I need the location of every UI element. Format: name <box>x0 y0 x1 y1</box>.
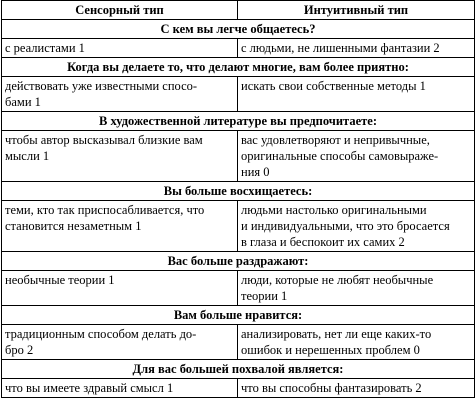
answer-row <box>2 131 475 182</box>
intuitive-answer: с людьми, не лишенными фантазии 2 <box>238 39 475 58</box>
header-sensory-type: Сенсорный тип <box>2 1 238 20</box>
question-row <box>2 112 475 131</box>
question-row <box>2 306 475 325</box>
intuitive-answer: искать свои собственные методы 1 <box>238 77 475 112</box>
question-row <box>2 360 475 379</box>
question-text: Вы больше восхищаетесь: <box>2 182 475 201</box>
answer-row <box>2 201 475 252</box>
answer-row <box>2 325 475 360</box>
question-row <box>2 20 475 39</box>
sensory-answer: традиционным способом делать до- бро 2 <box>2 325 238 360</box>
question-row <box>2 252 475 271</box>
answer-row <box>2 379 475 398</box>
question-text: В художественной литературе вы предпочитаете: <box>2 112 475 131</box>
sensory-answer: необычные теории 1 <box>2 271 238 306</box>
answer-row <box>2 77 475 112</box>
intuitive-answer: людьми настолько оригинальными и индивидуальными, что это бросается в глаза и беспокоит их самих 2 <box>238 201 475 252</box>
questionnaire-table <box>1 0 475 398</box>
question-row <box>2 58 475 77</box>
question-text: С кем вы легче общаетесь? <box>2 20 475 39</box>
sensory-answer: с реалистами 1 <box>2 39 238 58</box>
intuitive-answer: что вы способны фантазировать 2 <box>238 379 475 398</box>
question-row <box>2 182 475 201</box>
intuitive-answer: анализировать, нет ли еще каких-то ошибок и нерешенных проблем 0 <box>238 325 475 360</box>
sensory-answer: действовать уже известными спосо- бами 1 <box>2 77 238 112</box>
question-text: Вас больше раздражают: <box>2 252 475 271</box>
question-text: Вам больше нравится: <box>2 306 475 325</box>
intuitive-answer: люди, которые не любят необычные теории 1 <box>238 271 475 306</box>
question-text: Для вас большей похвалой является: <box>2 360 475 379</box>
header-row <box>2 1 475 20</box>
answer-row <box>2 39 475 58</box>
intuitive-answer: вас удовлетворяют и непривычные, оригинальные способы самовыраже- ния 0 <box>238 131 475 182</box>
answer-row <box>2 271 475 306</box>
header-intuitive-type: Интуитивный тип <box>238 1 475 20</box>
sensory-answer: что вы имеете здравый смысл 1 <box>2 379 238 398</box>
question-text: Когда вы делаете то, что делают многие, вам более приятно: <box>2 58 475 77</box>
sensory-answer: чтобы автор высказывал близкие вам мысли 1 <box>2 131 238 182</box>
sensory-answer: теми, кто так приспосабливается, что становится незаметным 1 <box>2 201 238 252</box>
